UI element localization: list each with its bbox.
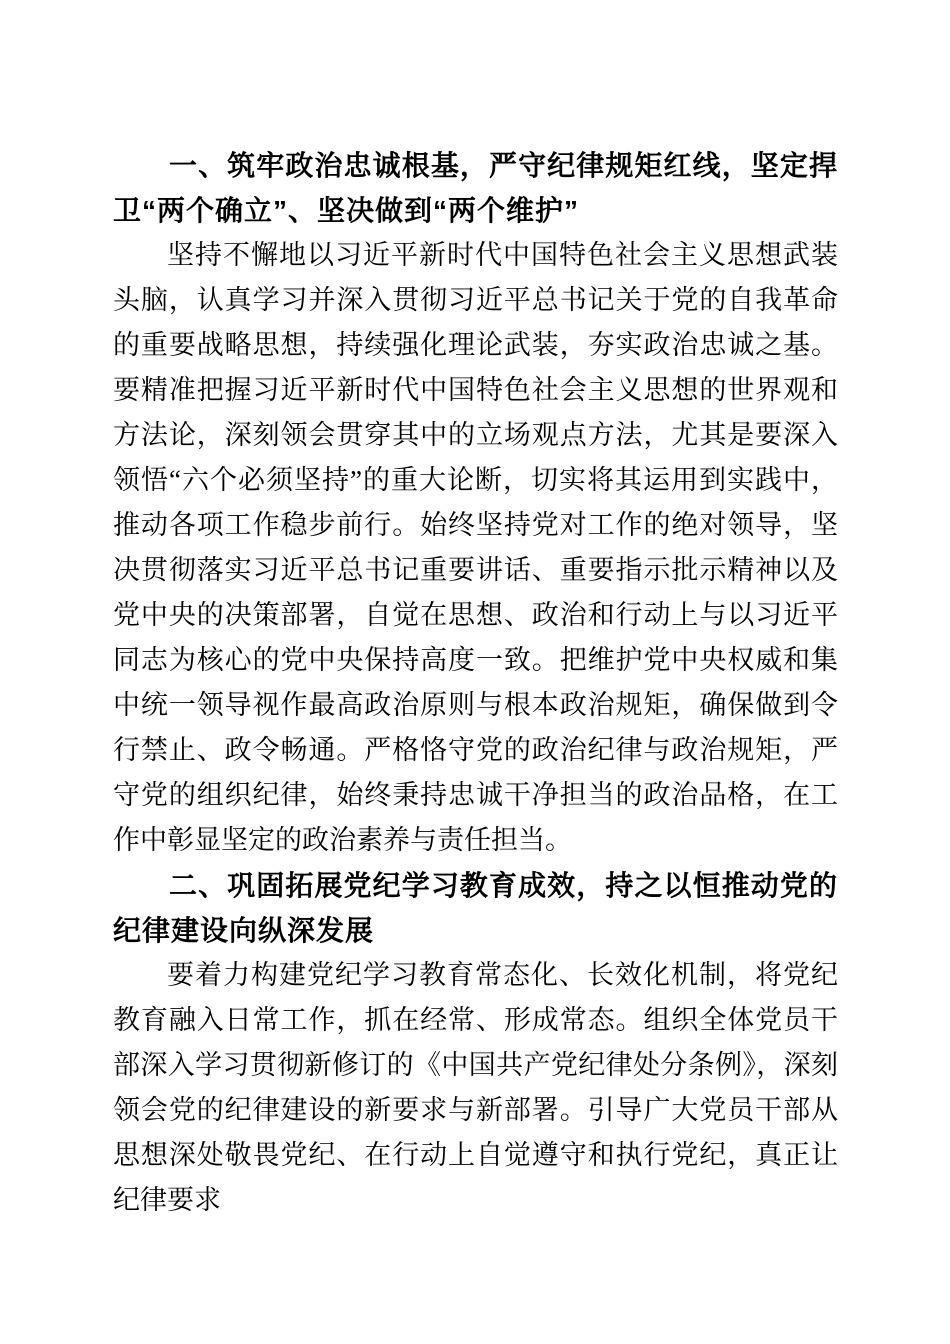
section-1-paragraph-1: 坚持不懈地以习近平新时代中国特色社会主义思想武装头脑，认真学习并深入贯彻习近平总书记关于党的自我革命的重要战略思想，持续强化理论武装，夯实政治忠诚之基。要精准把握习近平新时代中国特色社会主义思想的世界观和方法论，深刻领会贯穿其中的立场观点方法，尤其是要深入领悟“六个必须坚持”的重大论断，切实将其运用到实践中，推动各项工作稳步前行。始终坚持党对工作的绝对领导，坚决贯彻落实习近平总书记重要讲话、重要指示批示精神以及党中央的决策部署，自觉在思想、政治和行动上与以习近平同志为核心的党中央保持高度一致。把维护党中央权威和集中统一领导视作最高政治原则与根本政治规矩，确保做到令行禁止、政令畅通。严格恪守党的政治纪律与政治规矩，严守党的组织纪律，始终秉持忠诚干净担当的政治品格，在工作中彰显坚定的政治素养与责任担当。: [113, 240, 838, 855]
section-2-paragraph-1: 要着力构建党纪学习教育常态化、长效化机制，将党纪教育融入日常工作，抓在经常、形成常态。组织全体党员干部深入学习贯彻新修订的《中国共产党纪律处分条例》，深刻领会党的纪律建设的新要求与新部署。引导广大党员干部从思想深处敬畏党纪、在行动上自觉遵守和执行党纪，真正让纪律要求: [113, 960, 838, 1215]
section-2-heading: 二、巩固拓展党纪学习教育成效，持之以恒推动党的纪律建设向纵深发展: [113, 870, 838, 946]
section-1-heading: 一、筑牢政治忠诚根基，严守纪律规矩红线，坚定捍卫“两个确立”、坚决做到“两个维护”: [113, 150, 838, 226]
